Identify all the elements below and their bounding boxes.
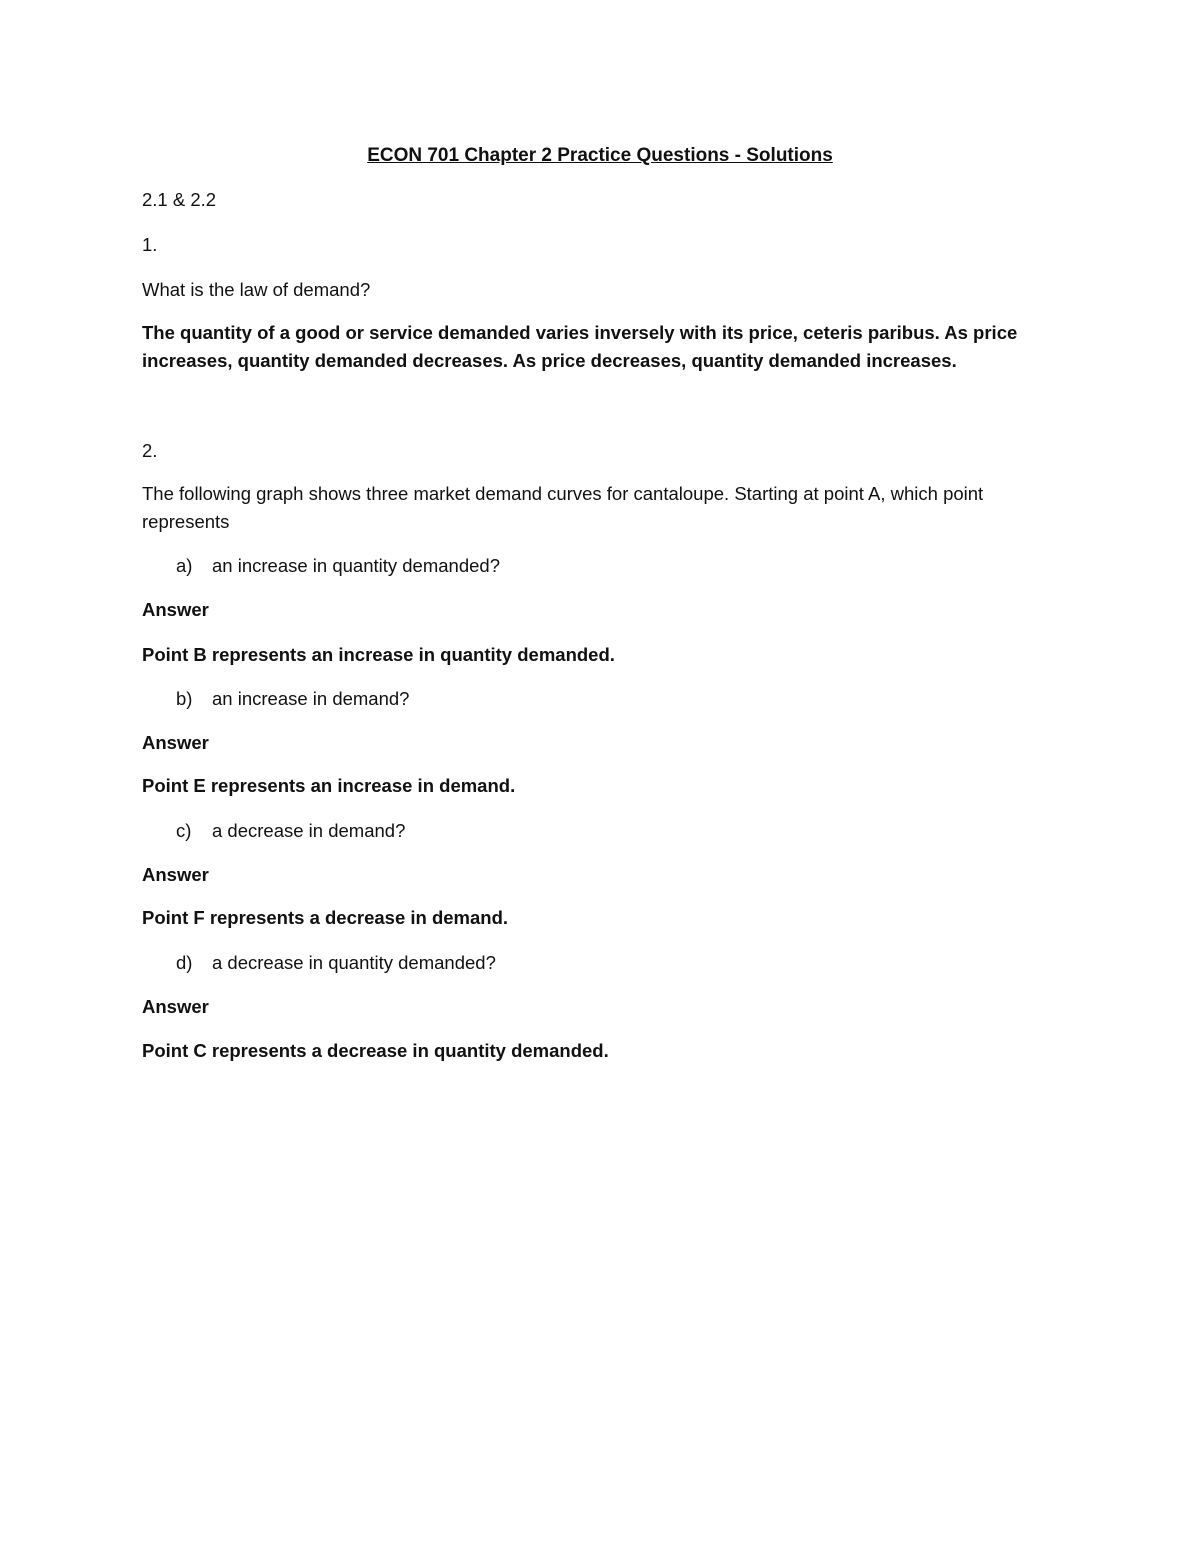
part-c-answer: Point F represents a decrease in demand.: [142, 907, 509, 928]
part-c-marker: c): [176, 820, 192, 841]
part-a-text: an increase in quantity demanded?: [212, 555, 500, 576]
part-d-marker: d): [176, 952, 193, 973]
document-title: ECON 701 Chapter 2 Practice Questions - Solutions: [367, 145, 833, 166]
question-2-prompt-line-1: The following graph shows three market demand curves for cantaloupe. Starting at point A, which point: [142, 483, 984, 504]
part-a-marker: a): [176, 555, 193, 576]
question-1-number: 1.: [142, 234, 158, 255]
part-c-text: a decrease in demand?: [212, 820, 406, 841]
question-2-number: 2.: [142, 440, 158, 461]
question-1-answer-line-1: The quantity of a good or service demanded varies inversely with its price, ceteris paribus. As price: [142, 322, 1018, 343]
part-c-answer-label: Answer: [142, 864, 209, 885]
question-1-answer-line-2: increases, quantity demanded decreases. As price decreases, quantity demanded increases.: [142, 350, 957, 371]
part-b: [176, 685, 409, 713]
part-d-answer-label: Answer: [142, 996, 209, 1017]
question-1-text: What is the law of demand?: [142, 279, 371, 300]
part-c: [176, 817, 405, 845]
part-b-text: an increase in demand?: [212, 688, 410, 709]
part-b-answer-label: Answer: [142, 732, 209, 753]
part-a-answer: Point B represents an increase in quantity demanded.: [142, 644, 615, 665]
part-d: [176, 949, 496, 977]
question-2-prompt-line-2: represents: [142, 511, 230, 532]
part-b-marker: b): [176, 688, 193, 709]
part-a: [176, 552, 500, 580]
part-d-text: a decrease in quantity demanded?: [212, 952, 496, 973]
part-a-answer-label: Answer: [142, 599, 209, 620]
section-label: 2.1 & 2.2: [142, 189, 217, 210]
part-b-answer: Point E represents an increase in demand.: [142, 775, 516, 796]
part-d-answer: Point C represents a decrease in quantity demanded.: [142, 1040, 609, 1061]
